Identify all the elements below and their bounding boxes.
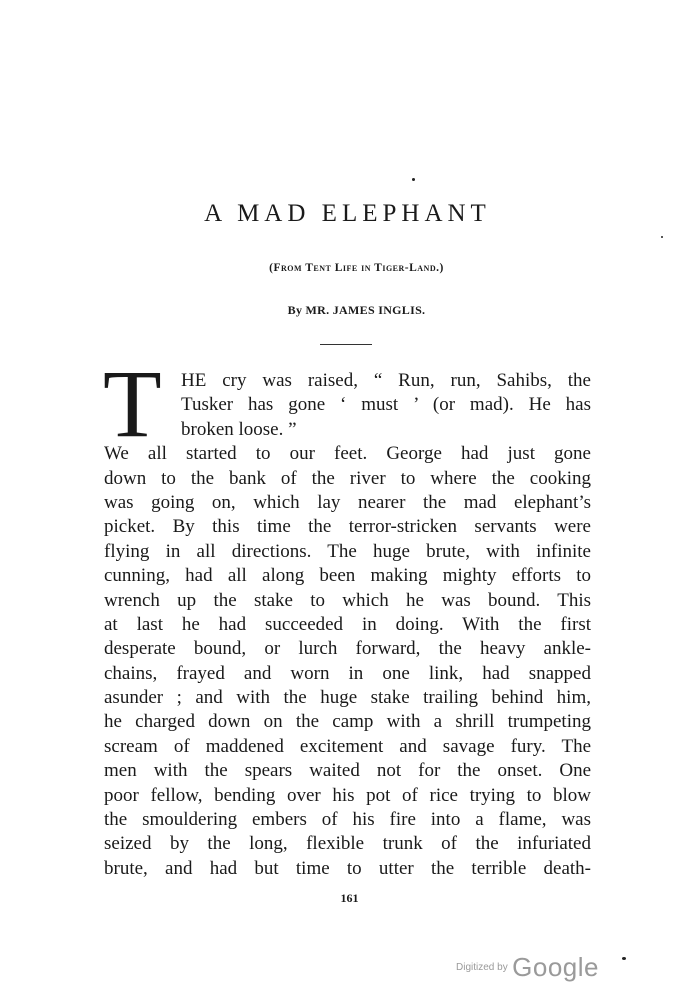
text-line: poor fellow, bending over his pot of rice trying to blow <box>104 784 591 806</box>
watermark-prefix: Digitized by <box>456 962 508 973</box>
text-line: brute, and had but time to utter the terrible death- <box>104 857 591 879</box>
page-number: 161 <box>340 891 359 905</box>
text-line: We all started to our feet. George had just gone <box>104 443 591 465</box>
text-line: desperate bound, or lurch forward, the heavy ankle- <box>104 638 591 660</box>
source-note: (From Tent Life in Tiger-Land.) <box>269 262 444 274</box>
speck <box>622 957 626 960</box>
text-line: flying in all directions. The huge brute, with infinite <box>104 540 591 562</box>
text-line: broken loose. ” <box>181 418 297 440</box>
speck <box>412 178 415 181</box>
text-line: Tusker has gone ‘ must ’ (or mad). He has <box>181 394 591 416</box>
text-line: at last he had succeeded in doing. With the first <box>104 613 591 635</box>
body-text <box>104 369 591 881</box>
text-line: cunning, had all along been making mighty efforts to <box>104 565 591 587</box>
text-line: asunder ; and with the huge stake trailing behind him, <box>104 687 591 709</box>
text-line: scream of maddened excitement and savage fury. The <box>104 735 591 757</box>
text-line: HE cry was raised, “ Run, run, Sahibs, the <box>181 370 591 391</box>
section-rule <box>320 344 372 345</box>
text-line: was going on, which lay nearer the mad elephant’s <box>104 491 591 513</box>
chapter-title: A MAD ELEPHANT <box>204 200 491 227</box>
text-line: wrench up the stake to which he was bound. This <box>104 589 591 611</box>
watermark-brand: Google <box>512 952 599 982</box>
text-line: chains, frayed and worn in one link, had snapped <box>104 662 591 684</box>
text-line: seized by the long, flexible trunk of the infuriated <box>104 833 591 855</box>
text-line: men with the spears waited not for the onset. One <box>104 760 591 782</box>
digitization-watermark <box>456 952 599 983</box>
text-line: picket. By this time the terror-stricken servants were <box>104 516 591 538</box>
text-line: he charged down on the camp with a shrill trumpeting <box>104 711 591 733</box>
speck <box>661 236 663 238</box>
author-byline: By MR. JAMES INGLIS. <box>287 303 426 317</box>
text-line: down to the bank of the river to where the cooking <box>104 467 591 489</box>
drop-cap: T <box>103 350 162 457</box>
text-line: the smouldering embers of his fire into a flame, was <box>104 809 591 831</box>
